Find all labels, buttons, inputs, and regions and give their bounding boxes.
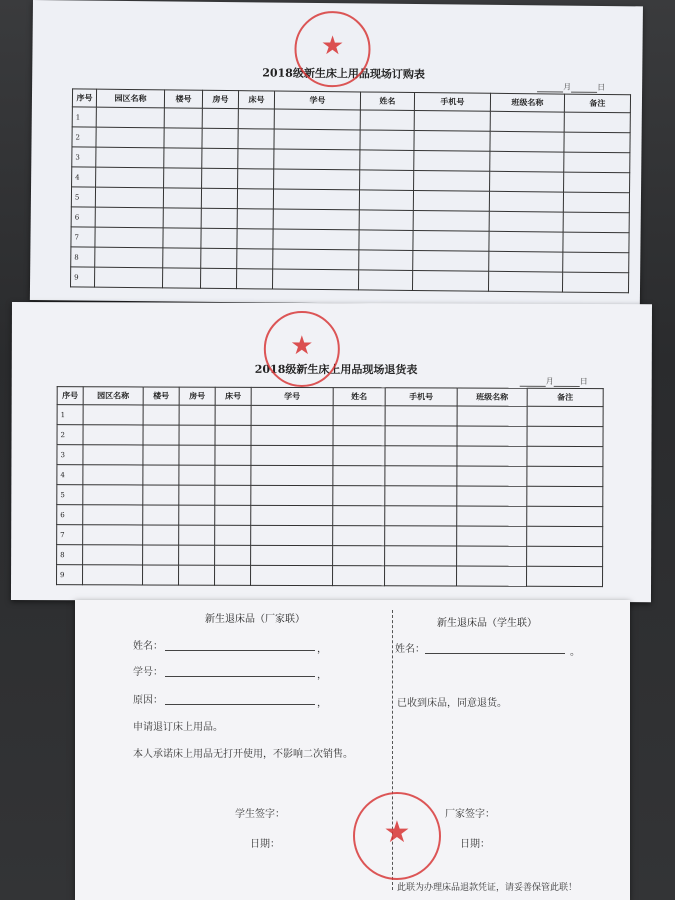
table-cell[interactable] bbox=[360, 170, 414, 191]
table-cell[interactable] bbox=[564, 152, 630, 173]
table-cell[interactable] bbox=[385, 426, 457, 446]
column-header: 园区名称 bbox=[83, 387, 143, 405]
slip-promise-text: 本人承诺床上用品无打开使用，不影响二次销售。 bbox=[133, 749, 353, 760]
table-cell[interactable] bbox=[360, 130, 414, 151]
column-header: 学号 bbox=[251, 387, 333, 405]
table-cell[interactable] bbox=[359, 190, 413, 211]
column-header: 手机号 bbox=[414, 93, 490, 112]
table-cell[interactable] bbox=[179, 445, 215, 465]
table-cell[interactable] bbox=[489, 211, 563, 232]
row-number: 2 bbox=[72, 127, 96, 147]
table-cell[interactable] bbox=[360, 110, 414, 131]
table-row bbox=[57, 465, 603, 487]
table-cell[interactable] bbox=[333, 486, 385, 506]
slip-right-name-label: 姓名： bbox=[395, 644, 425, 655]
table-cell[interactable] bbox=[527, 506, 603, 526]
table-row bbox=[57, 405, 603, 427]
table-cell[interactable] bbox=[333, 466, 385, 486]
table-cell[interactable] bbox=[359, 250, 413, 271]
table-cell[interactable] bbox=[251, 445, 333, 465]
return-form-sheet bbox=[11, 302, 652, 602]
table-cell[interactable] bbox=[201, 248, 237, 268]
table-cell[interactable] bbox=[251, 465, 333, 485]
table-cell[interactable] bbox=[163, 228, 201, 248]
row-number: 7 bbox=[71, 227, 95, 247]
table-cell[interactable] bbox=[273, 249, 359, 270]
table-cell[interactable] bbox=[333, 566, 385, 586]
table-cell[interactable] bbox=[359, 230, 413, 251]
table-cell[interactable] bbox=[413, 230, 489, 251]
table-cell[interactable] bbox=[202, 148, 238, 168]
table-cell[interactable] bbox=[360, 150, 414, 171]
table-cell[interactable] bbox=[274, 129, 360, 150]
table-cell[interactable] bbox=[564, 132, 630, 153]
return-form-title: 2018级新生床上用品现场退货表 bbox=[254, 362, 418, 377]
table-cell[interactable] bbox=[251, 425, 333, 445]
table-cell[interactable] bbox=[563, 232, 629, 253]
slip-id-label: 学号： bbox=[133, 667, 163, 678]
table-cell[interactable] bbox=[143, 525, 179, 545]
table-cell[interactable] bbox=[238, 129, 274, 149]
row-number: 4 bbox=[57, 465, 83, 485]
order-form-date: 月 日 bbox=[537, 81, 605, 93]
table-cell[interactable] bbox=[202, 108, 238, 128]
table-cell[interactable] bbox=[201, 208, 237, 228]
table-cell[interactable] bbox=[385, 506, 457, 526]
table-cell[interactable] bbox=[201, 188, 237, 208]
table-cell[interactable] bbox=[83, 505, 143, 525]
table-cell[interactable] bbox=[164, 128, 202, 148]
table-cell[interactable] bbox=[83, 525, 143, 545]
star-icon: ★ bbox=[290, 330, 314, 362]
table-cell[interactable] bbox=[414, 110, 490, 131]
table-row bbox=[57, 565, 603, 587]
row-number: 9 bbox=[57, 565, 83, 585]
column-header: 床号 bbox=[238, 91, 274, 109]
slip-footer-note: 此联为办理床品退款凭证，请妥善保管此联！ bbox=[397, 883, 578, 893]
table-cell[interactable] bbox=[237, 229, 273, 249]
table-cell[interactable] bbox=[488, 271, 562, 292]
table-cell[interactable] bbox=[457, 446, 527, 466]
table-cell[interactable] bbox=[215, 445, 251, 465]
row-number: 6 bbox=[57, 505, 83, 525]
table-cell[interactable] bbox=[333, 526, 385, 546]
table-cell[interactable] bbox=[83, 565, 143, 585]
table-cell[interactable] bbox=[563, 192, 629, 213]
table-cell[interactable] bbox=[273, 229, 359, 250]
table-cell[interactable] bbox=[251, 545, 333, 565]
table-cell[interactable] bbox=[385, 406, 457, 426]
slip-maker-sign: 厂家签字： bbox=[445, 809, 495, 820]
row-number: 5 bbox=[71, 187, 95, 207]
table-cell[interactable] bbox=[83, 445, 143, 465]
table-cell[interactable] bbox=[273, 189, 359, 210]
table-cell[interactable] bbox=[457, 486, 527, 506]
table-cell[interactable] bbox=[563, 212, 629, 233]
table-cell[interactable] bbox=[385, 446, 457, 466]
column-header: 班级名称 bbox=[490, 93, 564, 112]
column-header: 楼号 bbox=[164, 90, 202, 108]
table-cell[interactable] bbox=[163, 188, 201, 208]
table-cell[interactable] bbox=[333, 506, 385, 526]
table-cell[interactable] bbox=[83, 545, 143, 565]
table-cell[interactable] bbox=[143, 465, 179, 485]
table-cell[interactable] bbox=[457, 466, 527, 486]
table-cell[interactable] bbox=[94, 267, 162, 288]
slip-right-title: 新生退床品（学生联） bbox=[437, 618, 537, 629]
row-number: 4 bbox=[72, 167, 96, 187]
slip-reason-field[interactable] bbox=[165, 704, 315, 705]
table-cell[interactable] bbox=[215, 465, 251, 485]
table-cell[interactable] bbox=[83, 405, 143, 425]
table-cell[interactable] bbox=[385, 546, 457, 566]
table-cell[interactable] bbox=[164, 168, 202, 188]
table-cell[interactable] bbox=[527, 406, 603, 426]
column-header: 手机号 bbox=[385, 388, 457, 406]
slip-left-title: 新生退床品（厂家联） bbox=[205, 614, 305, 625]
table-cell[interactable] bbox=[237, 209, 273, 229]
table-cell[interactable] bbox=[457, 426, 527, 446]
table-cell[interactable] bbox=[96, 167, 164, 188]
row-number: 2 bbox=[57, 425, 83, 445]
table-cell[interactable] bbox=[215, 485, 251, 505]
table-cell[interactable] bbox=[274, 149, 360, 170]
table-cell[interactable] bbox=[273, 209, 359, 230]
column-header: 房号 bbox=[179, 387, 215, 405]
table-cell[interactable] bbox=[179, 405, 215, 425]
table-cell[interactable] bbox=[563, 252, 629, 273]
table-cell[interactable] bbox=[490, 171, 564, 192]
table-cell[interactable] bbox=[527, 446, 603, 466]
table-cell[interactable] bbox=[179, 485, 215, 505]
table-cell[interactable] bbox=[385, 466, 457, 486]
order-form-sheet bbox=[30, 0, 643, 306]
official-seal bbox=[353, 792, 441, 880]
table-cell[interactable] bbox=[527, 526, 603, 546]
table-cell[interactable] bbox=[215, 405, 251, 425]
column-header: 床号 bbox=[215, 387, 251, 405]
table-cell[interactable] bbox=[238, 149, 274, 169]
table-cell[interactable] bbox=[215, 545, 251, 565]
table-cell[interactable] bbox=[489, 251, 563, 272]
table-cell[interactable] bbox=[237, 189, 273, 209]
table-cell[interactable] bbox=[564, 112, 630, 133]
table-cell[interactable] bbox=[96, 147, 164, 168]
table-cell[interactable] bbox=[274, 169, 360, 190]
table-cell[interactable] bbox=[95, 207, 163, 228]
table-cell[interactable] bbox=[179, 505, 215, 525]
table-cell[interactable] bbox=[385, 486, 457, 506]
table-cell[interactable] bbox=[83, 485, 143, 505]
table-cell[interactable] bbox=[237, 249, 273, 269]
table-cell[interactable] bbox=[274, 109, 360, 130]
slip-reason-label: 原因： bbox=[133, 695, 163, 706]
table-row bbox=[57, 505, 603, 527]
table-cell[interactable] bbox=[527, 426, 603, 446]
table-cell[interactable] bbox=[251, 565, 333, 585]
table-cell[interactable] bbox=[215, 565, 251, 585]
slip-date-label: 日期： bbox=[250, 839, 280, 850]
table-cell[interactable] bbox=[412, 270, 488, 291]
row-number: 9 bbox=[70, 267, 94, 287]
column-header: 序号 bbox=[72, 89, 96, 107]
table-cell[interactable] bbox=[143, 425, 179, 445]
column-header: 房号 bbox=[202, 90, 238, 108]
table-cell[interactable] bbox=[164, 108, 202, 128]
return-form-date: 月 日 bbox=[520, 376, 588, 387]
table-cell[interactable] bbox=[95, 247, 163, 268]
row-number: 8 bbox=[57, 545, 83, 565]
table-cell[interactable] bbox=[385, 526, 457, 546]
table-cell[interactable] bbox=[413, 190, 489, 211]
table-cell[interactable] bbox=[251, 525, 333, 545]
table-cell[interactable] bbox=[95, 187, 163, 208]
table-cell[interactable] bbox=[527, 566, 603, 586]
table-row bbox=[57, 445, 603, 467]
table-cell[interactable] bbox=[238, 109, 274, 129]
row-number: 6 bbox=[71, 207, 95, 227]
official-seal bbox=[294, 11, 371, 88]
table-cell[interactable] bbox=[83, 465, 143, 485]
table-cell[interactable] bbox=[333, 446, 385, 466]
slip-name-label: 姓名： bbox=[133, 641, 163, 652]
table-row bbox=[57, 525, 603, 547]
slip-id-field[interactable] bbox=[165, 676, 315, 677]
table-cell[interactable] bbox=[413, 250, 489, 271]
table-cell[interactable] bbox=[201, 228, 237, 248]
table-cell[interactable] bbox=[143, 565, 179, 585]
table-cell[interactable] bbox=[333, 546, 385, 566]
slip-right-name-field[interactable] bbox=[425, 653, 565, 654]
table-cell[interactable] bbox=[457, 546, 527, 566]
order-table bbox=[70, 88, 631, 293]
table-cell[interactable] bbox=[457, 566, 527, 586]
row-number: 1 bbox=[72, 107, 96, 127]
table-cell[interactable] bbox=[490, 111, 564, 132]
row-number: 1 bbox=[57, 405, 83, 425]
column-header: 序号 bbox=[57, 387, 83, 405]
column-header: 园区名称 bbox=[96, 89, 164, 108]
order-form-title: 2018级新生床上用品现场订购表 bbox=[262, 66, 425, 82]
column-header: 班级名称 bbox=[457, 388, 527, 406]
table-cell[interactable] bbox=[96, 127, 164, 148]
table-row bbox=[57, 545, 603, 567]
table-cell[interactable] bbox=[527, 466, 603, 486]
table-cell[interactable] bbox=[238, 169, 274, 189]
table-cell[interactable] bbox=[143, 505, 179, 525]
column-header: 备注 bbox=[564, 94, 630, 113]
table-cell[interactable] bbox=[489, 231, 563, 252]
column-header: 姓名 bbox=[333, 388, 385, 406]
column-header: 姓名 bbox=[360, 92, 414, 111]
slip-name-field[interactable] bbox=[165, 650, 315, 651]
table-cell[interactable] bbox=[272, 269, 358, 290]
table-cell[interactable] bbox=[414, 130, 490, 151]
table-cell[interactable] bbox=[413, 210, 489, 231]
table-cell[interactable] bbox=[490, 131, 564, 152]
table-cell[interactable] bbox=[490, 151, 564, 172]
row-number: 3 bbox=[72, 147, 96, 167]
return-slip-sheet: 新生退床品（厂家联） 姓名： ， 学号： ， 原因： ， 申请退订床上用品。 本人承诺床上用品无打开使用，不影响二次销售。 学生签字： 日期： 新生退床品（学生联） 姓名： 。 已收到床品，同意退货。 厂家签字： 日期： ★ 此联为办理床品退款凭证，请妥善保管此联！ bbox=[75, 600, 630, 900]
star-icon: ★ bbox=[320, 31, 345, 62]
table-cell[interactable] bbox=[202, 168, 238, 188]
table-cell[interactable] bbox=[333, 426, 385, 446]
table-cell[interactable] bbox=[143, 445, 179, 465]
table-cell[interactable] bbox=[414, 150, 490, 171]
table-cell[interactable] bbox=[385, 566, 457, 586]
table-cell[interactable] bbox=[164, 148, 202, 168]
table-cell[interactable] bbox=[179, 545, 215, 565]
table-cell[interactable] bbox=[236, 269, 272, 289]
table-row bbox=[57, 425, 603, 447]
table-cell[interactable] bbox=[333, 406, 385, 426]
table-cell[interactable] bbox=[564, 172, 630, 193]
official-seal bbox=[264, 311, 340, 387]
star-icon: ★ bbox=[383, 815, 411, 850]
table-cell[interactable] bbox=[359, 210, 413, 231]
table-cell[interactable] bbox=[143, 405, 179, 425]
table-cell[interactable] bbox=[95, 227, 163, 248]
slip-apply-text: 申请退订床上用品。 bbox=[133, 722, 223, 733]
slip-received-text: 已收到床品，同意退货。 bbox=[397, 698, 507, 709]
table-cell[interactable] bbox=[143, 485, 179, 505]
table-cell[interactable] bbox=[215, 525, 251, 545]
table-cell[interactable] bbox=[162, 268, 200, 288]
table-cell[interactable] bbox=[489, 191, 563, 212]
column-header: 楼号 bbox=[143, 387, 179, 405]
table-cell[interactable] bbox=[83, 425, 143, 445]
table-cell[interactable] bbox=[200, 268, 236, 288]
return-table bbox=[56, 386, 604, 587]
table-row bbox=[57, 485, 603, 507]
column-header: 学号 bbox=[274, 91, 360, 110]
row-number: 3 bbox=[57, 445, 83, 465]
slip-right-date-label: 日期： bbox=[460, 839, 490, 850]
table-cell[interactable] bbox=[251, 505, 333, 525]
table-cell[interactable] bbox=[96, 107, 164, 128]
table-cell[interactable] bbox=[562, 272, 628, 293]
table-cell[interactable] bbox=[179, 565, 215, 585]
table-cell[interactable] bbox=[179, 465, 215, 485]
table-cell[interactable] bbox=[251, 485, 333, 505]
table-cell[interactable] bbox=[163, 208, 201, 228]
table-cell[interactable] bbox=[358, 270, 412, 291]
table-cell[interactable] bbox=[457, 406, 527, 426]
table-cell[interactable] bbox=[251, 405, 333, 425]
table-cell[interactable] bbox=[179, 525, 215, 545]
table-cell[interactable] bbox=[215, 505, 251, 525]
table-cell[interactable] bbox=[202, 128, 238, 148]
column-header: 备注 bbox=[527, 388, 603, 406]
table-cell[interactable] bbox=[527, 486, 603, 506]
row-number: 7 bbox=[57, 525, 83, 545]
table-cell[interactable] bbox=[163, 248, 201, 268]
table-cell[interactable] bbox=[179, 425, 215, 445]
row-number: 8 bbox=[71, 247, 95, 267]
table-cell[interactable] bbox=[457, 506, 527, 526]
table-cell[interactable] bbox=[143, 545, 179, 565]
row-number: 5 bbox=[57, 485, 83, 505]
table-cell[interactable] bbox=[414, 170, 490, 191]
slip-student-sign: 学生签字： bbox=[235, 809, 285, 820]
table-cell[interactable] bbox=[527, 546, 603, 566]
table-cell[interactable] bbox=[215, 425, 251, 445]
table-cell[interactable] bbox=[457, 526, 527, 546]
